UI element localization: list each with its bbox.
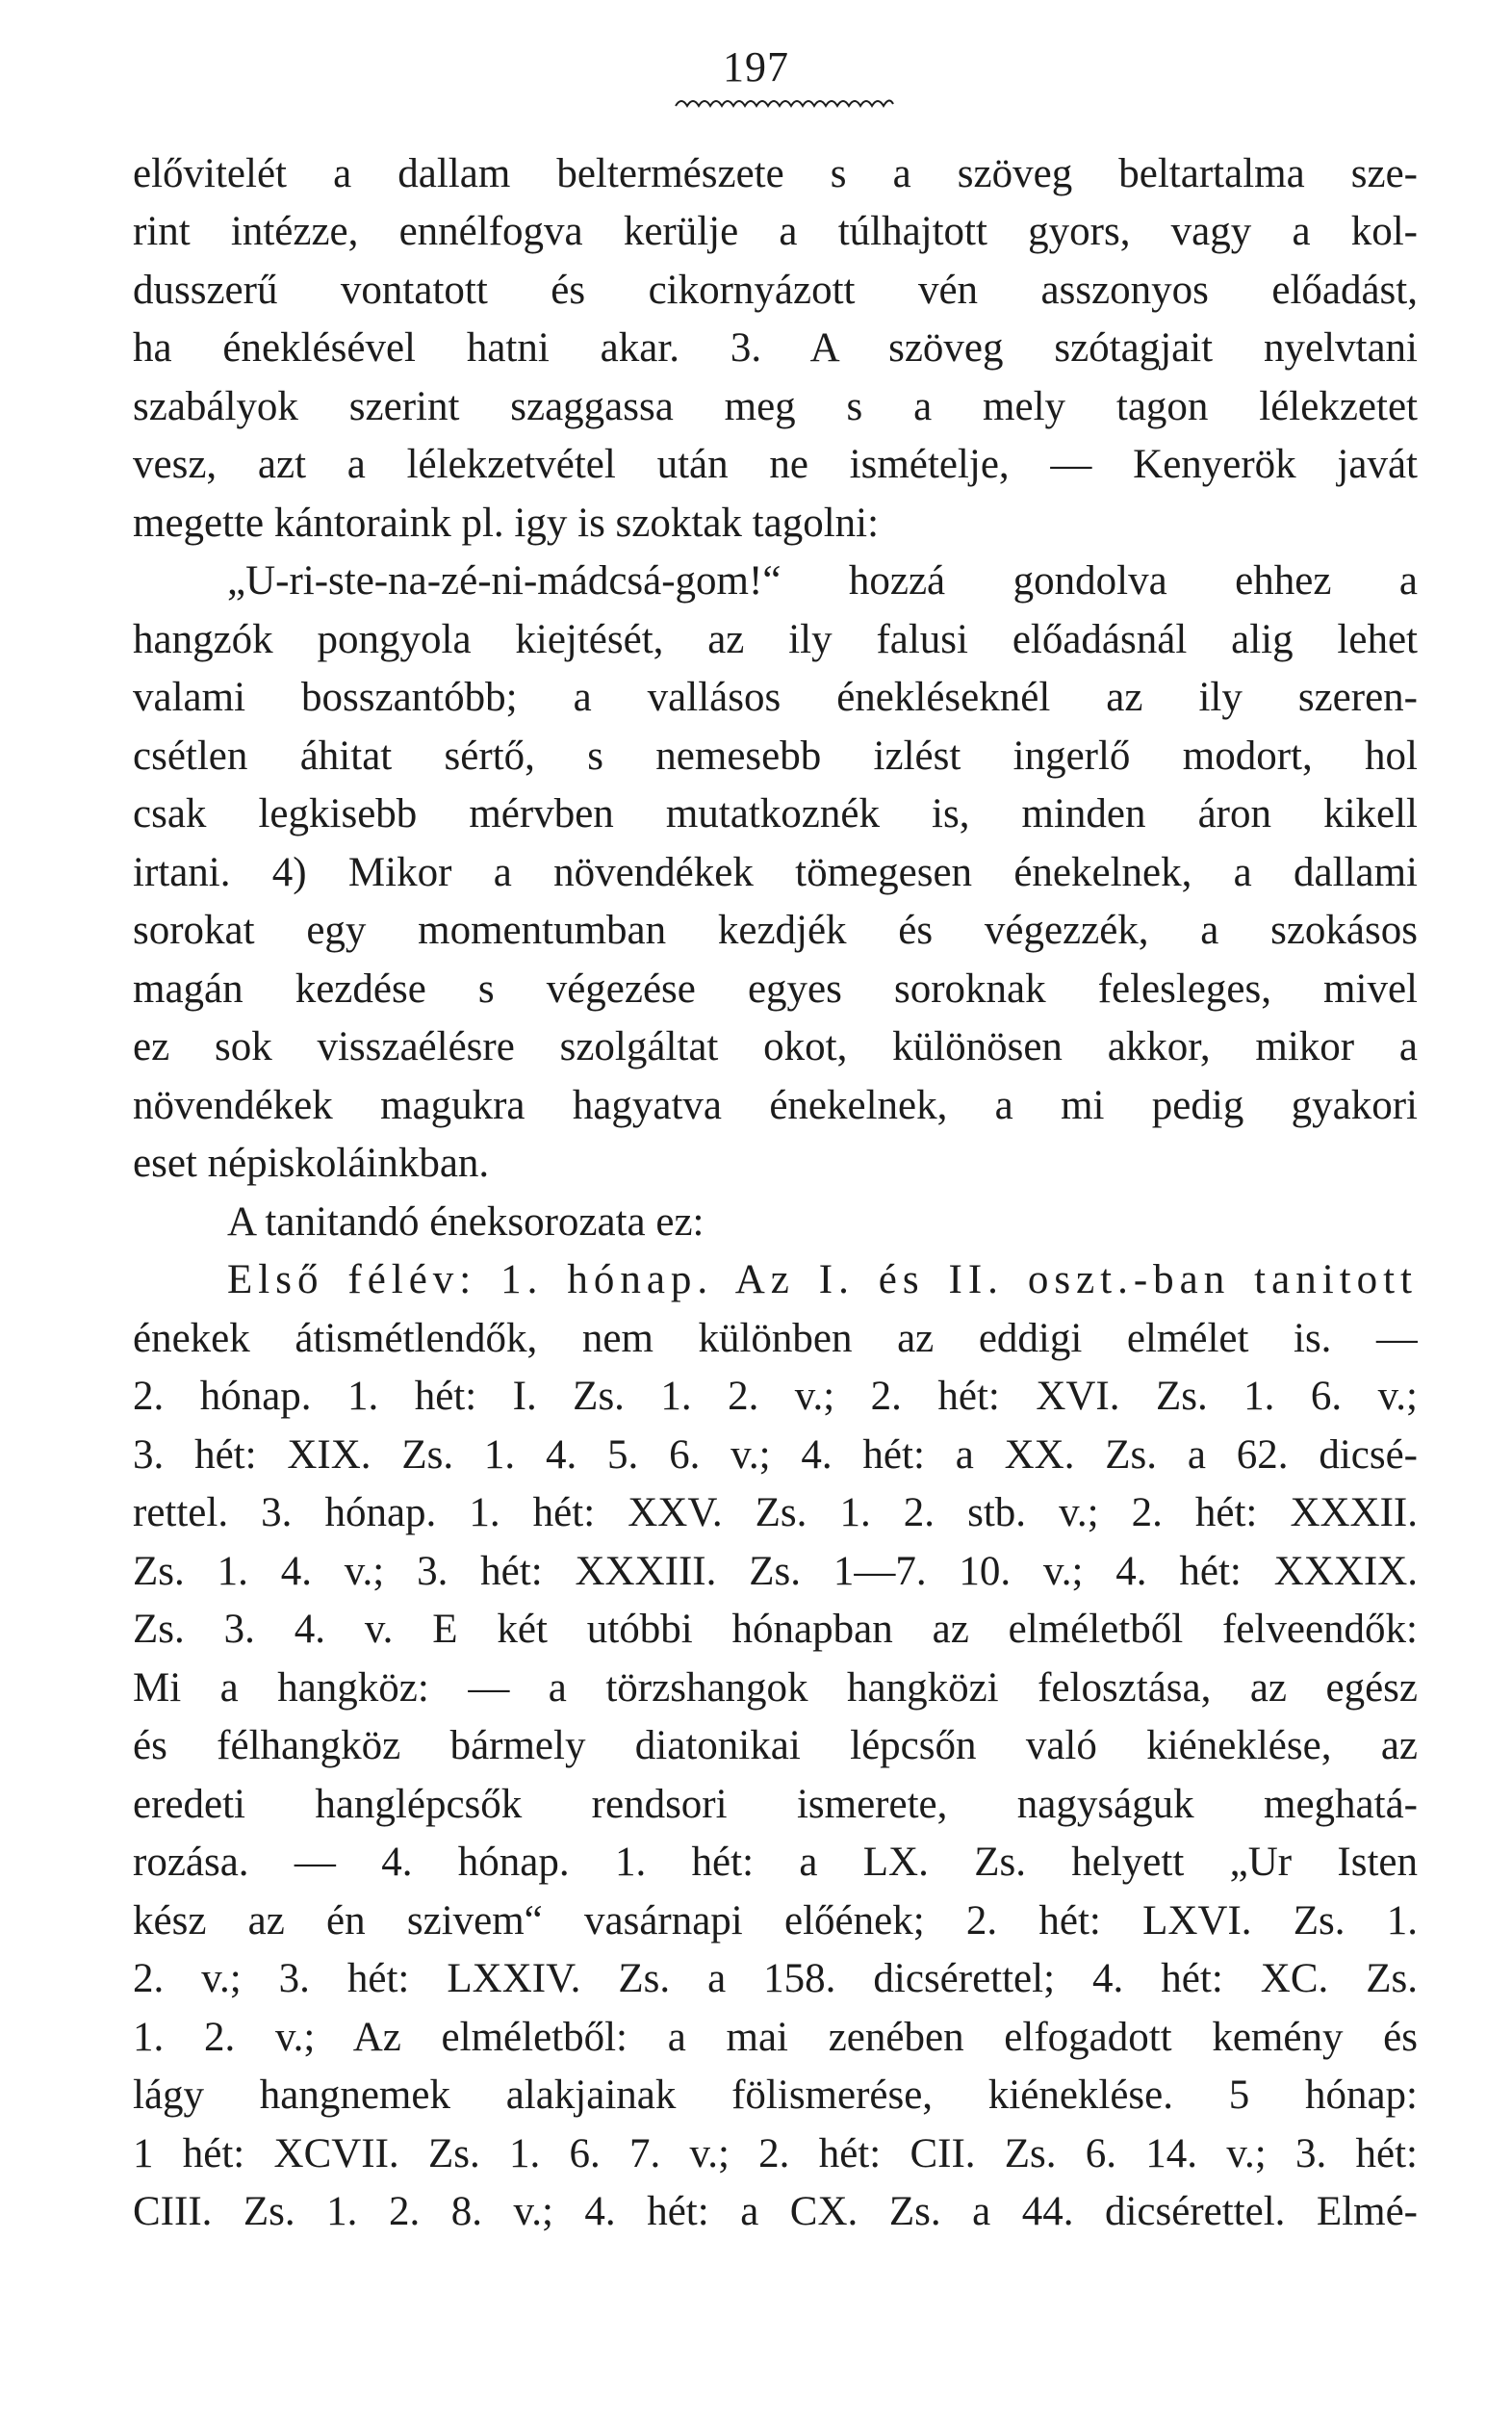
text-line: hangzók pongyola kiejtését, az ily falusi előadásnál alig lehet (133, 617, 1418, 662)
text-line: énekek átismétlendők, nem különben az eddigi elmélet is. — (133, 1316, 1418, 1361)
text-line: elővitelét a dallam beltermészete s a szöveg beltartalma sze- (133, 151, 1418, 196)
text-line: eset népiskoláinkban. (133, 1141, 490, 1186)
text-line: szabályok szerint szaggassa meg s a mely tagon lélekzetet (133, 384, 1418, 429)
text-line: rint intézze, ennélfogva kerülje a túlhajtott gyors, vagy a kol- (133, 209, 1418, 254)
text-line: sorokat egy momentumban kezdjék és végezzék, a szokásos (133, 908, 1418, 953)
text-line: 2. v.; 3. hét: LXXIV. Zs. a 158. dicsérettel; 4. hét: XC. Zs. (133, 1956, 1418, 2001)
text-line: Első félév: 1. hónap. Az I. és II. oszt.-ban tanitott (227, 1257, 1418, 1302)
text-line: lágy hangnemek alakjainak fölismerése, kiéneklése. 5 hónap: (133, 2072, 1418, 2118)
text-line: valami bosszantóbb; a vallásos énekléseknél az ily szeren- (133, 675, 1418, 720)
text-line: és félhangköz bármely diatonikai lépcsőn való kiéneklése, az (133, 1723, 1418, 1768)
text-line: ez sok visszaélésre szolgáltat okot, különösen akkor, mikor a (133, 1024, 1418, 1069)
text-line: Zs. 3. 4. v. E két utóbbi hónapban az elméletből felveendők: (133, 1607, 1418, 1652)
text-line: 3. hét: XIX. Zs. 1. 4. 5. 6. v.; 4. hét: a XX. Zs. a 62. dicsé- (133, 1432, 1418, 1478)
text-line: 2. hónap. 1. hét: I. Zs. 1. 2. v.; 2. hét: XVI. Zs. 1. 6. v.; (133, 1374, 1418, 1419)
text-line: növendékek magukra hagyatva énekelnek, a mi pedig gyakori (133, 1083, 1418, 1128)
text-line: „U-ri-ste-na-zé-ni-mádcsá-gom!“ hozzá gondolva ehhez a (227, 558, 1418, 604)
text-line: ha éneklésével hatni akar. 3. A szöveg szótagjait nyelvtani (133, 325, 1418, 371)
text-line: irtani. 4) Mikor a növendékek tömegesen énekelnek, a dallami (133, 850, 1418, 895)
text-line: kész az én szivem“ vasárnapi előének; 2. hét: LXVI. Zs. 1. (133, 1898, 1418, 1944)
text-line: 1. 2. v.; Az elméletből: a mai zenében elfogadott kemény és (133, 2015, 1418, 2060)
text-line: csétlen áhitat sértő, s nemesebb izlést ingerlő modort, hol (133, 734, 1418, 779)
text-line: Mi a hangköz: — a törzshangok hangközi felosztása, az egész (133, 1665, 1418, 1711)
text-line: vesz, azt a lélekzetvétel után ne ismételje, — Kenyerök javát (133, 442, 1418, 487)
text-line: dusszerű vontatott és cikornyázott vén asszonyos előadást, (133, 268, 1418, 313)
text-line: megette kántoraink pl. igy is szoktak tagolni: (133, 501, 880, 546)
text-line: rozása. — 4. hónap. 1. hét: a LX. Zs. helyett „Ur Isten (133, 1840, 1418, 1885)
page-number: 197 (723, 43, 789, 90)
text-line: rettel. 3. hónap. 1. hét: XXV. Zs. 1. 2. stb. v.; 2. hét: XXXII. (133, 1490, 1418, 1535)
text-line: Zs. 1. 4. v.; 3. hét: XXXIII. Zs. 1—7. 10. v.; 4. hét: XXXIX. (133, 1549, 1418, 1594)
text-line: eredeti hanglépcsők rendsori ismerete, nagyságuk meghatá- (133, 1782, 1418, 1827)
text-line: csak legkisebb mérvben mutatkoznék is, minden áron kikell (133, 791, 1418, 837)
page-number-ornament (674, 92, 895, 114)
text-line: magán kezdése s végezése egyes soroknak felesleges, mivel (133, 966, 1418, 1012)
text-line: A tanitandó éneksorozata ez: (227, 1199, 705, 1245)
text-line: 1 hét: XCVII. Zs. 1. 6. 7. v.; 2. hét: CII. Zs. 6. 14. v.; 3. hét: (133, 2131, 1418, 2176)
text-line: CIII. Zs. 1. 2. 8. v.; 4. hét: a CX. Zs. a 44. dicsérettel. Elmé- (133, 2189, 1418, 2234)
